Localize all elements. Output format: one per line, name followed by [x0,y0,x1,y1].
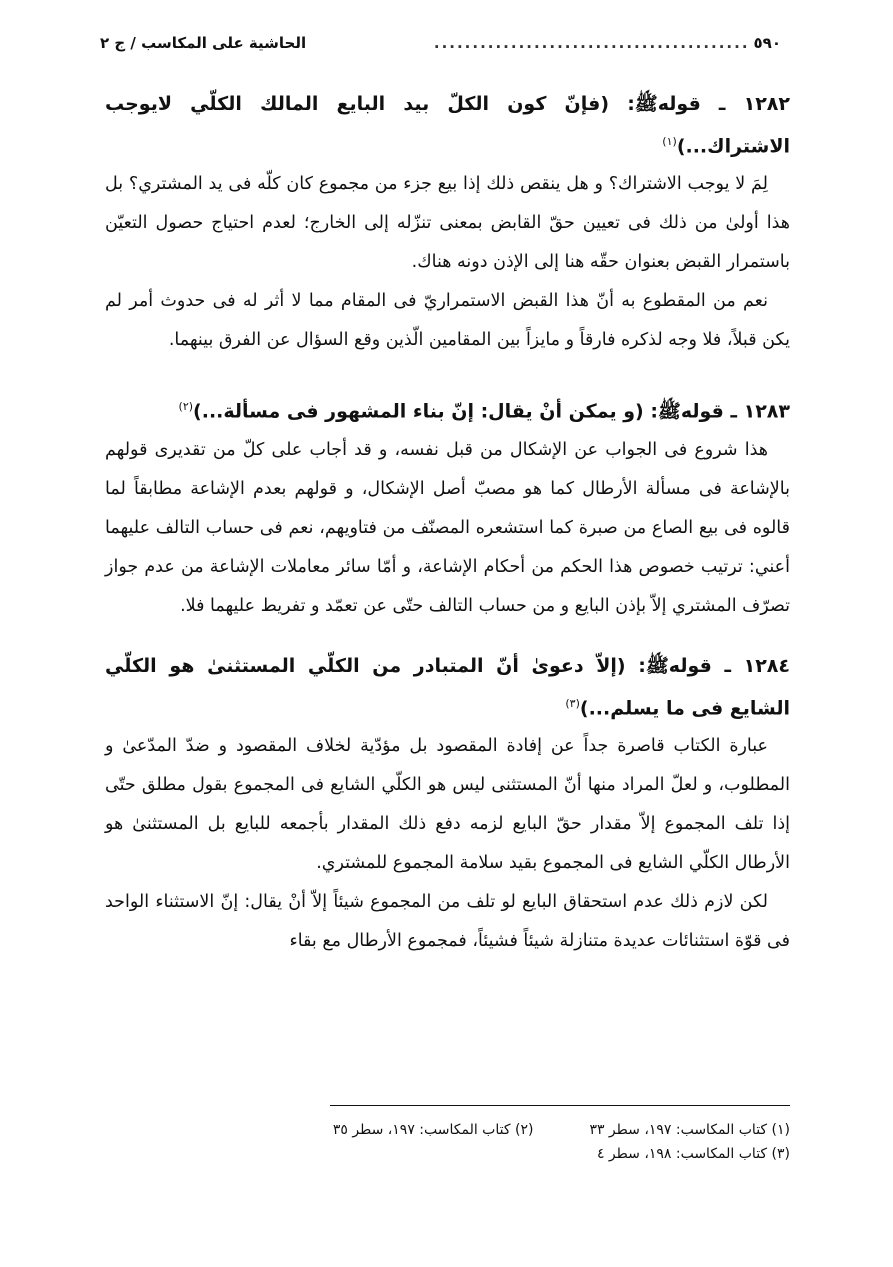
running-title: الحاشية على المكاسب / ج ٢ [100,34,307,52]
page-number: ٥٩٠ [753,34,781,52]
footnote-1: (١) كتاب المكاسب: ١٩٧، سطر ٣٣ [589,1122,790,1138]
paragraph: لِمَ لا يوجب الاشتراك؟ و هل ينقص ذلك إذا بيع جزء من مجموع كان كلّه فى يد المشتري؟ بل هذا أولىٰ من ذلك فى تعيين حقّ القابض بمعنى تنزّله إلى الخارج؛ لعدم احتياج حصول التعيّن باستمرار القبض بعنوان حقّه هنا إلى الإذن دونه هناك. [105,174,790,273]
paragraph: لكن لازم ذلك عدم استحقاق البايع لو تلف من المجموع شيئاً إلاّ أنْ يقال: إنّ الاستثناء الواحد فى قوّة استثنائات عديدة متنازلة شيئاً فشيئاً، فمجموع الأرطال مع بقاء [105,891,790,951]
page-body [105,86,790,961]
footnote-3: (٣) كتاب المكاسب: ١٩٨، سطر ٤ [596,1146,790,1162]
running-header [100,30,781,56]
paragraph: عبارة الكتاب قاصرة جداً عن إفادة المقصود بل مؤدّية لخلاف المقصود و ضدّ المدّعىٰ و المطلوب، و لعلّ المراد منها أنّ المستثنى ليس هو الكلّي الشايع فى المجموع بقول مطلق حتّى إذا تلف المجموع إلاّ مقدار حقّ البايع لزمه دفع ذلك المقدار بأجمعه للبايع بل المستثنىٰ هو الأرطال الكلّي الشايع فى المجموع بقيد سلامة المجموع للمشتري. [105,735,790,873]
paragraph: هذا شروع فى الجواب عن الإشكال من قبل نفسه، و قد أجاب على كلّ من تقديرى قولهم بالإشاعة فى مسألة الأرطال كما هو مصبّ أصل الإشكال، و قولهم بعدم الإشاعة مطابقاً لما قالوه فى بيع الصاع من صبرة كما استشعره المصنّف من فتاويهم، نعم فى حساب التالف عليهما أعني: ترتيب خصوص هذا الحكم من أحكام الإشاعة، و أمّا سائر معاملات الإشاعة من عدم جواز تصرّف المشتري إلاّ بإذن البايع و من حساب التالف حتّى عن تعمّد و تفريط عليهما فلا. [105,439,790,616]
footnotes [230,1118,790,1166]
paragraph: نعم من المقطوع به أنّ هذا القبض الاستمراريّ فى المقام مما لا أثر له فى حدوث أمر لم يكن قبلاً، فلا وجه لذكره فارقاً و مايزاً بين المقامين الّذين وقع السؤال عن الفرق بينهما. [105,291,790,351]
footnote-ref: (١) [662,135,677,148]
section-heading-1282 [105,86,790,165]
footnote-ref: (٢) [178,400,194,414]
section-heading-1284 [105,648,790,727]
footnote-row [230,1142,790,1166]
section-heading-1283 [105,388,790,430]
header-leader-dots: ......................................... [433,34,750,52]
footnote-row [230,1118,790,1142]
heading-text: ١٢٨٣ ـ قولهﷺ: (و يمكن أنْ يقال: إنّ بناء المشهور فى مسألة...) [193,400,790,423]
footnote-divider [330,1105,790,1106]
heading-text: ١٢٨٢ ـ قولهﷺ: (فإنّ كون الكلّ بيد البايع المالك الكلّي لايوجب الاشتراك...) [105,93,790,158]
heading-text: ١٢٨٤ ـ قولهﷺ: (إلاّ دعوىٰ أنّ المتبادر من الكلّي المستثنىٰ هو الكلّي الشايع فى ما يسلم...) [105,654,790,719]
footnote-ref: (٣) [565,696,580,710]
footnote-2: (٢) كتاب المكاسب: ١٩٧، سطر ٣٥ [332,1122,534,1138]
